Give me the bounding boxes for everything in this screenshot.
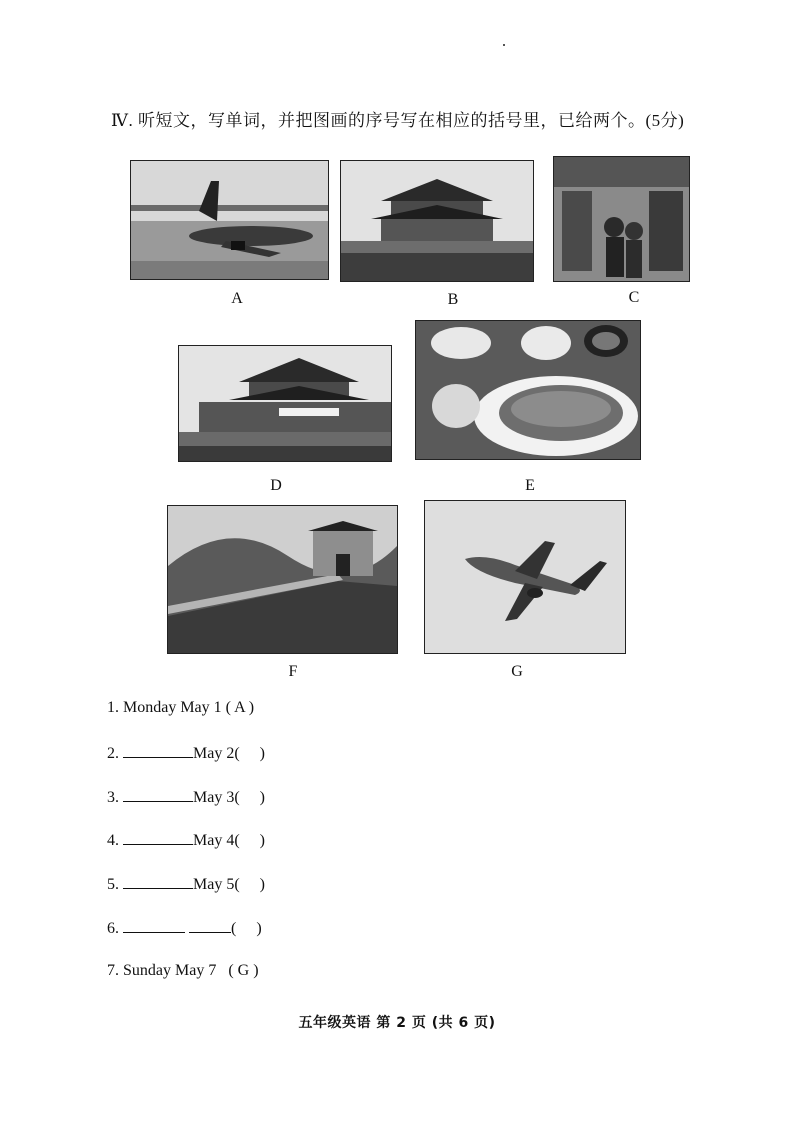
page-footer: 五年级英语 第 2 页 (共 6 页) [298,1015,496,1031]
airport-plane-image [131,161,328,279]
answer-paren: ( A ) [225,699,255,716]
answer-paren[interactable]: ( ) [234,832,265,849]
given-answer: G [237,962,250,979]
picture-b [340,160,534,282]
question-day-date: Sunday May 7 [123,962,217,979]
answer-paren[interactable]: ( ) [234,876,265,893]
question-number: 1. [107,699,119,716]
picture-g [424,500,626,654]
question-6 [107,918,262,938]
question-4 [107,830,265,850]
day-blank[interactable] [123,787,193,802]
given-answer: A [234,699,245,716]
great-wall-image [168,506,397,653]
question-number: 7. [107,962,119,979]
answer-paren[interactable]: ( ) [234,789,265,806]
question-number: 2. [107,745,119,762]
section-heading: Ⅳ. 听短文，写单词，并把图画的序号写在相应的括号里，已给两个。(5分) [111,111,685,130]
picture-e-label: E [525,477,535,494]
question-date: May 5 [193,876,235,893]
scan-speck [503,44,505,46]
date-blank[interactable] [189,918,231,933]
question-date: May 2 [193,745,235,762]
day-blank[interactable] [123,874,193,889]
question-7 [107,962,259,980]
question-number: 5. [107,876,119,893]
answer-paren[interactable]: ( ) [231,920,262,937]
question-number: 3. [107,789,119,806]
picture-c [553,156,690,282]
picture-f [167,505,398,654]
picture-b-label: B [447,291,459,308]
question-day-date: Monday May 1 [123,699,222,716]
answer-paren: ( G ) [228,962,259,979]
palace-museum-image [341,161,533,281]
picture-e [415,320,641,460]
picture-g-label: G [511,663,523,680]
day-blank[interactable] [123,743,193,758]
question-1 [107,699,254,717]
picture-a-label: A [231,290,243,307]
question-3 [107,787,265,807]
picture-f-label: F [288,663,298,680]
roast-duck-image [416,321,640,459]
question-number: 6. [107,920,119,937]
picture-d [178,345,392,462]
answer-paren[interactable]: ( ) [234,745,265,762]
question-number: 4. [107,832,119,849]
picture-d-label: D [270,477,282,494]
day-blank[interactable] [123,830,193,845]
question-date: May 4 [193,832,235,849]
question-5 [107,874,265,894]
tiananmen-image [179,346,391,461]
question-date: May 3 [193,789,235,806]
flying-plane-image [425,501,625,653]
picture-c-label: C [628,289,640,306]
picture-a [130,160,329,280]
day-blank[interactable] [123,918,185,933]
market-image [554,157,689,281]
question-2 [107,743,265,763]
